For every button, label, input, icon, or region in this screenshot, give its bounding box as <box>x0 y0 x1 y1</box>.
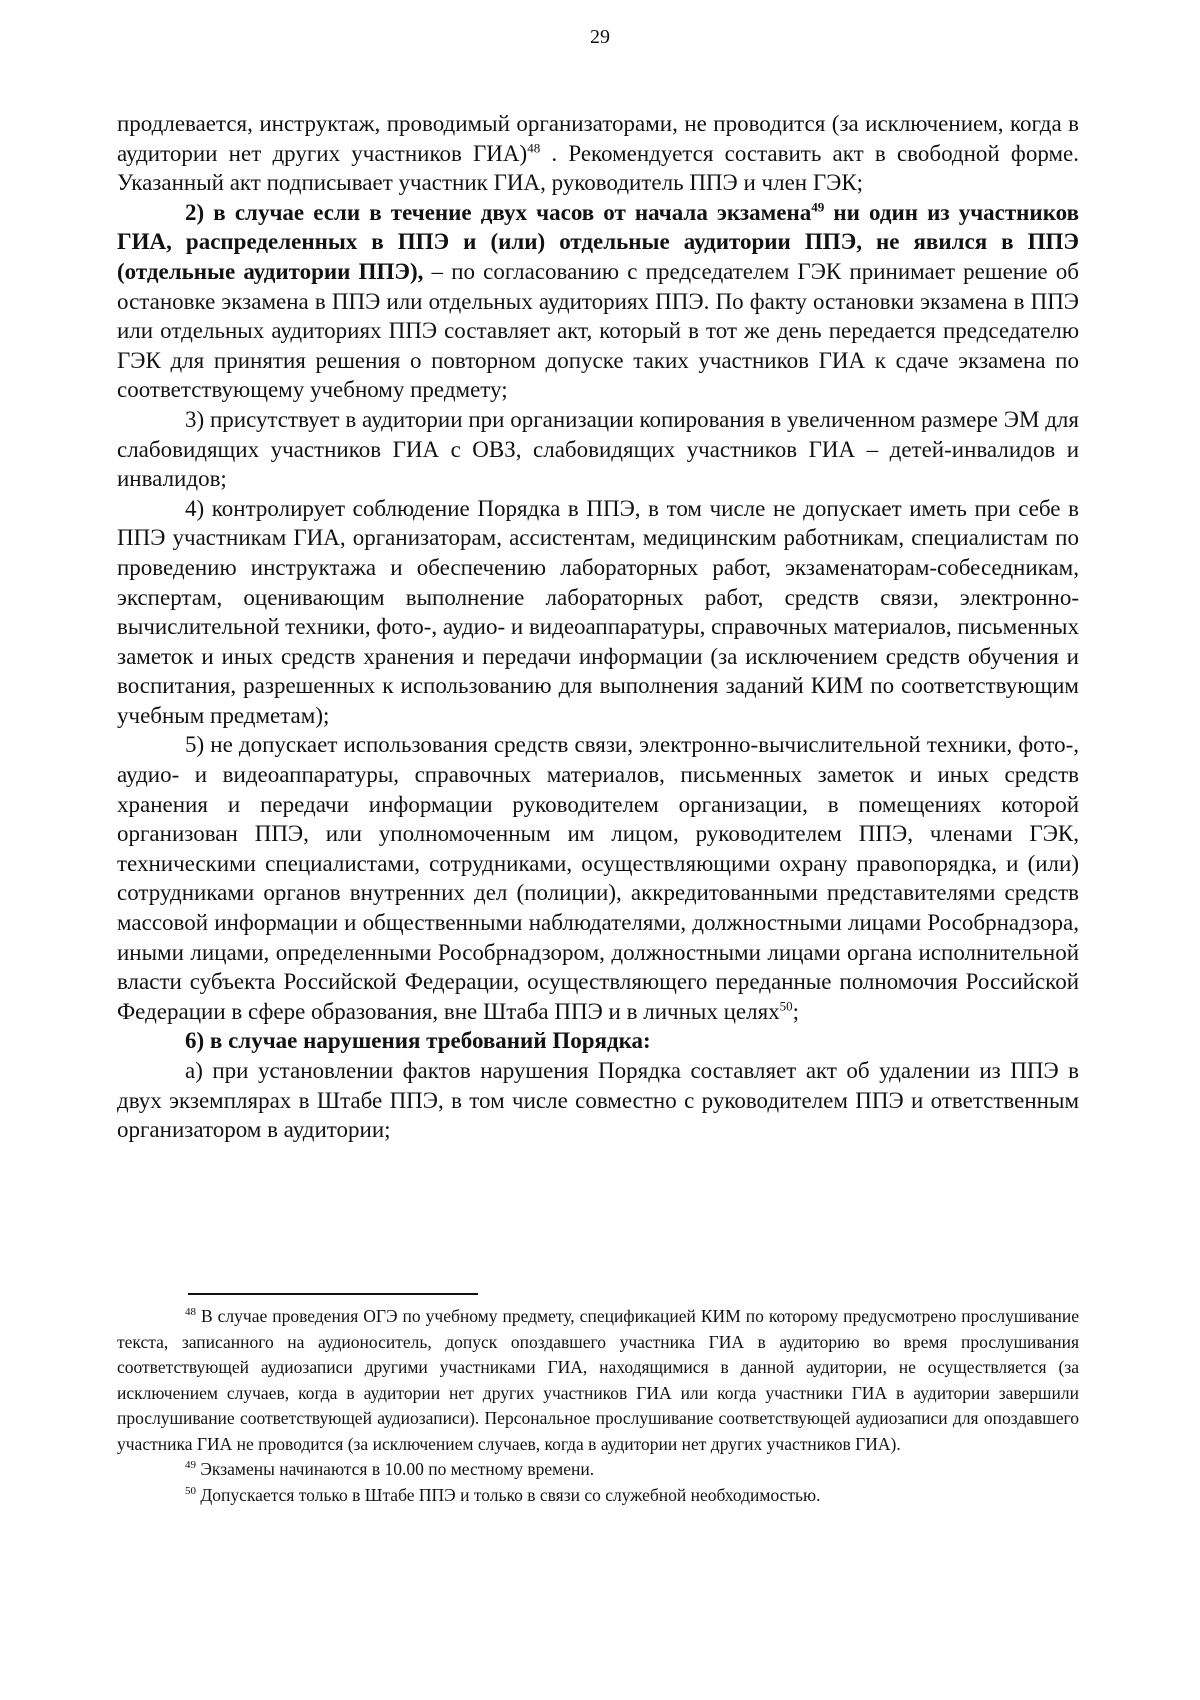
paragraph-item-4: 4) контролирует соблюдение Порядка в ППЭ, в том числе не допускает иметь при себе в ППЭ участникам ГИА, организаторам, ассистентам, медицинским работникам, специалистам по проведению инструктажа и обеспечению лабораторных работ, экзаменаторам-собеседникам, экспертам, оценивающим выполнение лабораторных работ, средств связи, электронно-вычислительной техники, фото-, аудио- и видеоаппаратуры, справочных материалов, письменных заметок и иных средств хранения и передачи информации (за исключением средств обучения и воспитания, разрешенных к использованию для выполнения заданий КИМ по соответствующим учебным предметам); <box>117 495 1079 728</box>
footnote-ref-48[interactable]: 48 <box>527 139 541 155</box>
footnotes <box>117 1304 1079 1508</box>
footnote-text: В случае проведения ОГЭ по учебному предмету, спецификацией КИМ по которому предусмотрено прослушивание текста, записанного на аудионоситель, допуск опоздавшего участника ГИА в аудиторию во время прослушивания соответствующей аудиозаписи другими участниками ГИА, находящимися в данной аудитории, не осуществляется (за исключением случаев, когда в аудитории нет других участников ГИА или когда участники ГИА в аудитории завершили прослушивание соответствующей аудиозаписи). Персональное прослушивание соответствующей аудиозаписи для опоздавшего участника ГИА не проводится (за исключением случаев, когда в аудитории нет других участников ГИА). <box>117 1306 1079 1454</box>
paragraph-text: ; <box>792 998 800 1024</box>
bold-heading: 6) в случае нарушения требований Порядка: <box>185 1028 651 1054</box>
paragraph-text: . Рекомендуется составить акт в свободной форме. Указанный акт подписывает участник ГИА, руководитель ППЭ и член ГЭК; <box>117 140 1079 196</box>
paragraph-item-6 <box>117 1026 1079 1056</box>
main-text <box>117 109 1079 1145</box>
paragraph-text: – по согласованию с председателем ГЭК принимает решение об остановке экзамена в ППЭ или отдельных аудиториях ППЭ. По факту остановки экзамена в ППЭ или отдельных аудиториях ППЭ составляет акт, который в тот же день передается председателю ГЭК для принятия решения о повторном допуске таких участников ГИА к сдаче экзамена по соответствующему учебному предмету; <box>117 258 1079 403</box>
footnote-50 <box>117 1483 1079 1509</box>
paragraph-item-2 <box>117 198 1079 405</box>
bold-text: 2) в случае если в течение двух часов от начала экзамена <box>185 199 812 225</box>
page-number: 29 <box>590 26 610 48</box>
footnote-text: Допускается только в Штабе ППЭ и только в связи со служебной необходимостью. <box>196 1484 821 1505</box>
footnote-ref-50[interactable]: 50 <box>779 998 793 1014</box>
paragraph-text: 5) не допускает использования средств связи, электронно-вычислительной техники, фото-, аудио- и видеоаппаратуры, справочных материалов, письменных заметок и иных средств хранения и передачи информации руководителем организации, в помещениях которой организован ППЭ, или уполномоченным им лицом, руководителем ППЭ, членами ГЭК, техническими специалистами, сотрудниками, осуществляющими охрану правопорядка, и (или) сотрудниками органов внутренних дел (полиции), аккредитованными представителями средств массовой информации и общественными наблюдателями, должностными лицами Рособрнадзора, иными лицами, определенными Рособрнадзором, должностными лицами органа исполнительной власти субъекта Российской Федерации, осуществляющего переданные полномочия Российской Федерации в сфере образования, вне Штаба ППЭ и в личных целях <box>117 732 1079 1024</box>
paragraph-item-3: 3) присутствует в аудитории при организации копирования в увеличенном размере ЭМ для слабовидящих участников ГИА с ОВЗ, слабовидящих участников ГИА – детей-инвалидов и инвалидов; <box>117 406 1079 492</box>
footnote-separator <box>188 1293 478 1295</box>
footnote-number: 48 <box>185 1306 196 1319</box>
footnote-number: 50 <box>185 1484 196 1497</box>
paragraph-continuation <box>117 109 1079 198</box>
paragraph-item-6a: а) при установлении фактов нарушения Порядка составляет акт об удалении из ППЭ в двух экземплярах в Штабе ППЭ, в том числе совместно с руководителем ППЭ и ответственным организатором в аудитории; <box>117 1058 1079 1143</box>
footnote-text: Экзамены начинаются в 10.00 по местному времени. <box>196 1459 595 1479</box>
paragraph-text: продлевается, инструктаж, проводимый организаторами, не проводится (за исключением, когда в аудитории нет других участников ГИА) <box>117 111 1079 166</box>
footnote-49 <box>117 1457 1079 1483</box>
bold-text: ни один из участников ГИА, распределенных в ППЭ и (или) отдельные аудитории ППЭ, не явился в ППЭ (отдельные аудитории ППЭ), <box>117 199 1079 284</box>
footnote-48 <box>117 1304 1079 1457</box>
footnote-ref-49[interactable]: 49 <box>811 199 825 215</box>
footnote-number: 49 <box>185 1459 196 1472</box>
paragraph-item-5 <box>117 730 1079 1026</box>
